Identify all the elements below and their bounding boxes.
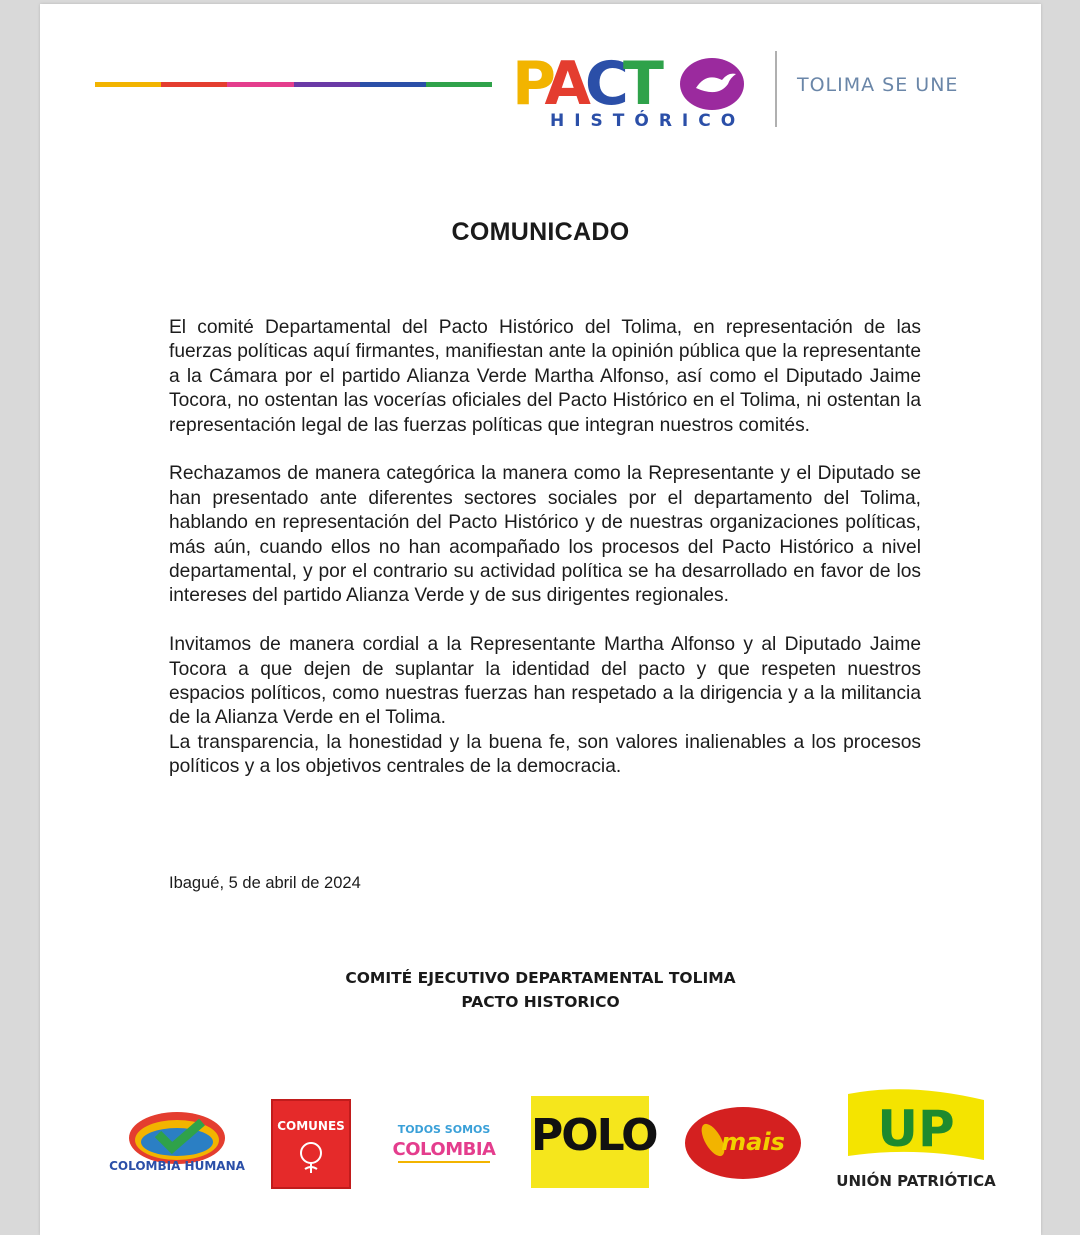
header-divider bbox=[775, 51, 777, 127]
union-patriotica-logo bbox=[836, 1086, 996, 1194]
mais-logo bbox=[683, 1104, 803, 1182]
paragraph-2: Rechazamos de manera categórica la manera como la Representante y el Diputado se han presentado ante diferentes sectores sociales por el departamento del Tolima, hablando en representación del Pacto Histórico y de nuestras organizaciones políticas, más aún, cuando ellos no han acompañado los procesos del Pacto Histórico a nivel departamental, y por el contrario su actividad política se ha desarrollado en favor de los intereses del partido Alianza Verde y de sus dirigentes regionales. bbox=[169, 463, 921, 607]
document-page bbox=[40, 4, 1041, 1235]
svg-text:COLOMBIA HUMANA: COLOMBIA HUMANA bbox=[109, 1159, 245, 1173]
rose-icon bbox=[293, 1139, 329, 1175]
color-stripe bbox=[95, 82, 492, 87]
svg-text:TODOS SOMOS: TODOS SOMOS bbox=[397, 1123, 491, 1136]
colombia-humana-logo bbox=[109, 1104, 245, 1184]
document-title: COMUNICADO bbox=[451, 218, 630, 246]
svg-text:UP: UP bbox=[877, 1100, 955, 1158]
svg-text:UNIÓN PATRIÓTICA: UNIÓN PATRIÓTICA bbox=[836, 1172, 996, 1190]
logo-subtitle: HISTÓRICO bbox=[550, 111, 746, 131]
signature-line-1: COMITÉ EJECUTIVO DEPARTAMENTAL TOLIMA bbox=[345, 969, 736, 987]
signature-block bbox=[40, 966, 1041, 1014]
svg-text:COLOMBIA: COLOMBIA bbox=[392, 1139, 496, 1160]
document-body bbox=[169, 316, 921, 804]
polo-label: POLO bbox=[531, 1110, 657, 1161]
comunes-label: COMUNES bbox=[277, 1119, 345, 1133]
svg-text:PACT: PACT bbox=[512, 49, 658, 119]
paragraph-4: La transparencia, la honestidad y la buena fe, son valores inalienables a los procesos políticos y a los objetivos centrales de la democracia. bbox=[169, 731, 921, 778]
pacto-historico-logo bbox=[510, 48, 750, 131]
todos-somos-colombia-logo bbox=[394, 1119, 494, 1169]
document-date: Ibagué, 5 de abril de 2024 bbox=[169, 874, 361, 892]
paragraph-3: Invitamos de manera cordial a la Representante Martha Alfonso y al Diputado Jaime Tocora a que dejen de suplantar la identidad del pacto y que respeten nuestros espacios políticos, como nuestras fuerzas han respetado a la dirigencia y a la militancia de la Alianza Verde en el Tolima. bbox=[169, 634, 921, 729]
paragraph-1: El comité Departamental del Pacto Histórico del Tolima, en representación de las fuerzas políticas aquí firmantes, manifiestan ante la opinión pública que la representante a la Cámara por el partido Alianza Verde Martha Alfonso, así como el Diputado Jaime Tocora, no ostentan las vocerías oficiales del Pacto Histórico en el Tolima, ni ostentan la representación legal de las fuerzas políticas que integran nuestros comités. bbox=[169, 317, 921, 436]
polo-logo bbox=[531, 1096, 657, 1188]
signature-line-2: PACTO HISTORICO bbox=[461, 993, 620, 1011]
header-tagline: TOLIMA SE UNE bbox=[797, 74, 959, 96]
svg-text:mais: mais bbox=[721, 1128, 785, 1156]
comunes-logo bbox=[271, 1099, 351, 1189]
